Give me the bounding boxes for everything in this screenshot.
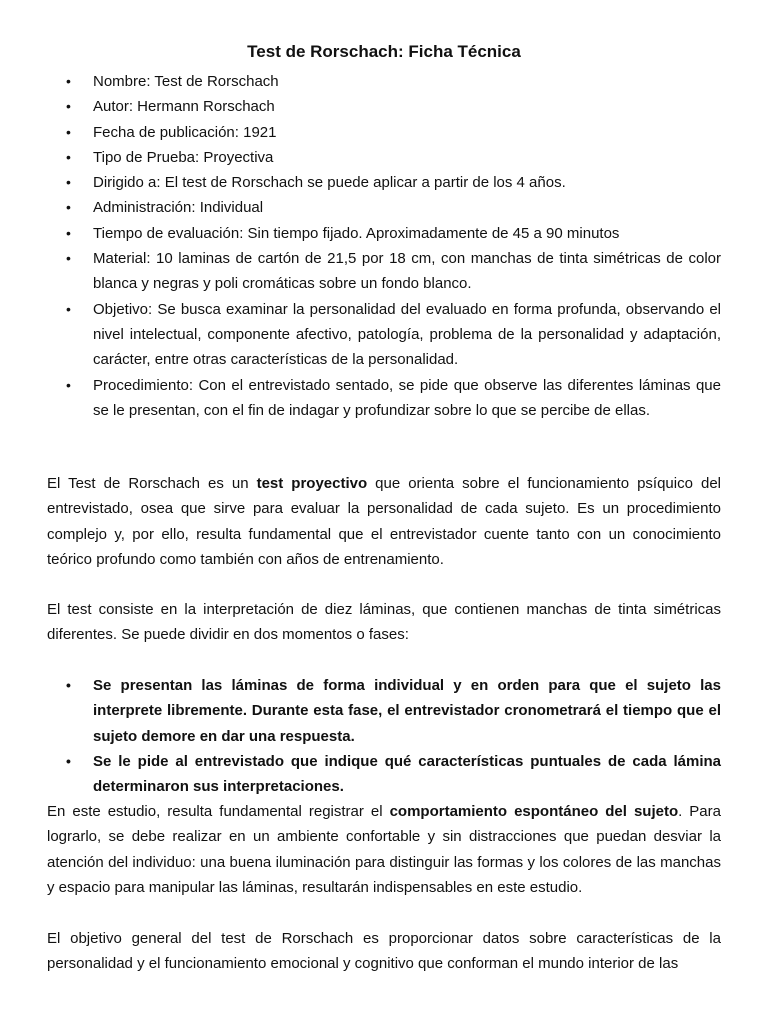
fact-sheet-list bbox=[47, 69, 721, 423]
paragraph-behavior bbox=[47, 799, 721, 900]
fact-item-objective: • Objetivo: Se busca examinar la personalidad del evaluado en forma profunda, observando el nivel intelectual, componente afectivo, patología, problema de la personalidad y adaptación, carácter, entre otras características de la personalidad. bbox=[47, 297, 721, 373]
paragraph-intro-bold: test proyectivo bbox=[256, 475, 368, 492]
paragraph-behavior-bold: comportamiento espontáneo del sujeto bbox=[389, 803, 679, 820]
page-title: Test de Rorschach: Ficha Técnica bbox=[247, 42, 521, 61]
phase-list bbox=[47, 673, 721, 799]
fact-item-time: • Tiempo de evaluación: Sin tiempo fijado. Aproximadamente de 45 a 90 minutos bbox=[47, 221, 721, 246]
fact-item-type: • Tipo de Prueba: Proyectiva bbox=[47, 145, 721, 170]
phase-item-2: • Se le pide al entrevistado que indique qué características puntuales de cada lámina determinaron sus interpretaciones. bbox=[47, 749, 721, 800]
fact-item-administration: • Administración: Individual bbox=[47, 195, 721, 220]
fact-item-date: • Fecha de publicación: 1921 bbox=[47, 120, 721, 145]
fact-item-procedure: • Procedimiento: Con el entrevistado sentado, se pide que observe las diferentes láminas que se le presentan, con el fin de indagar y profundizar sobre lo que se percibe de ellas. bbox=[47, 373, 721, 424]
paragraph-intro bbox=[47, 471, 721, 572]
paragraph-intro-start: El Test de Rorschach es un bbox=[47, 475, 257, 492]
fact-item-audience: • Dirigido a: El test de Rorschach se puede aplicar a partir de los 4 años. bbox=[47, 170, 721, 195]
fact-item-material: • Material: 10 laminas de cartón de 21,5 por 18 cm, con manchas de tinta simétricas de color blanca y negras y poli cromáticas sobre un fondo blanco. bbox=[47, 246, 721, 297]
paragraph-intro-end: que orienta sobre el funcionamiento psíquico del entrevistado, osea que sirve para evaluar la personalidad de cada sujeto. Es un procedimiento complejo y, por ello, resulta fundamental que el entrevistador cuente tanto con un conocimiento teórico profundo como también con años de entrenamiento. bbox=[47, 475, 721, 568]
paragraph-behavior-start: En este estudio, resulta fundamental registrar el bbox=[47, 803, 390, 820]
paragraph-objective: El objetivo general del test de Rorschach es proporcionar datos sobre características de la personalidad y el funcionamiento emocional y cognitivo que conforman el mundo interior de las bbox=[47, 930, 721, 973]
phase-item-1: • Se presentan las láminas de forma individual y en orden para que el sujeto las interprete libremente. Durante esta fase, el entrevistador cronometrará el tiempo que el sujeto demore en dar una respuesta. bbox=[47, 673, 721, 749]
paragraph-behavior-end: . Para lograrlo, se debe realizar en un ambiente confortable y sin distracciones que puedan desviar la atención del individuo: una buena iluminación para distinguir las formas y los colores de las manchas y espacio para manipular las láminas, resultarán indispensables en este estudio. bbox=[47, 803, 721, 896]
fact-item-author: • Autor: Hermann Rorschach bbox=[47, 94, 721, 119]
fact-item-name: • Nombre: Test de Rorschach bbox=[47, 69, 721, 94]
paragraph-test-description: El test consiste en la interpretación de diez láminas, que contienen manchas de tinta simétricas diferentes. Se puede dividir en dos momentos o fases: bbox=[47, 601, 721, 644]
